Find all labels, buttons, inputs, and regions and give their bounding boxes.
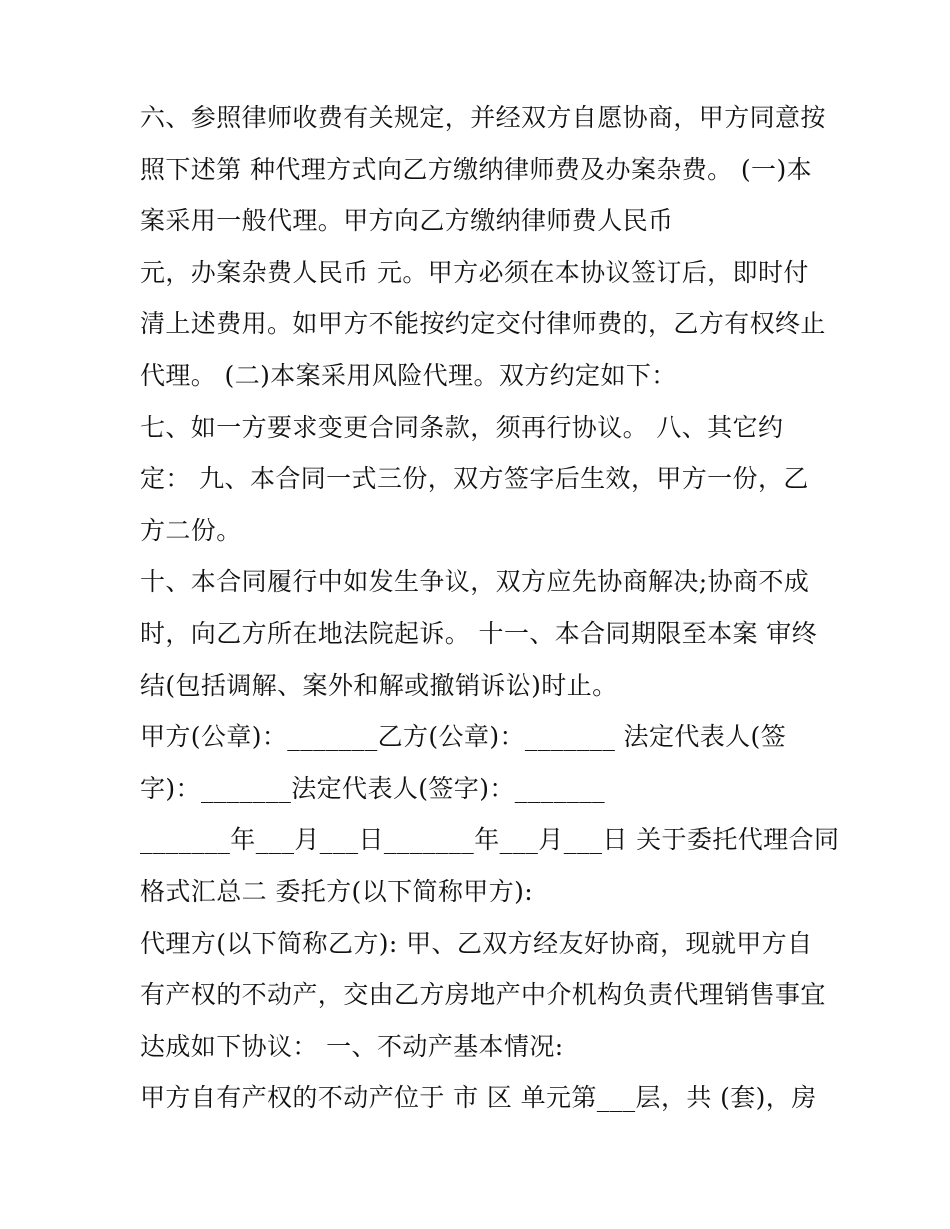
date-line: _______年___月___日_______年___月___日 关于委托代理合同 [140,825,840,855]
text-line: 代理方(以下简称乙方): 甲、乙双方经友好协商，现就甲方自 [140,928,813,958]
text-line: 代理。 (二)本案采用风险代理。双方约定如下： [140,360,677,390]
text-line: 清上述费用。如甲方不能按约定交付律师费的，乙方有权终止 [140,309,826,339]
text-line: 七、如一方要求变更合同条款，须再行协议。 八、其它约 [140,412,784,442]
text-line: 甲方自有产权的不动产位于 市 区 单元第___层，共 (套)，房 [140,1083,817,1113]
text-line: 达成如下协议： 一、不动产基本情况: [140,1031,564,1061]
text-line: 案采用一般代理。甲方向乙方缴纳律师费人民币 [140,206,674,236]
signature-line: 甲方(公章)：_______乙方(公章)：_______ 法定代表人(签 [140,722,787,752]
text-line: 结(包括调解、案外和解或撤销诉讼)时止。 [140,670,618,700]
text-line: 方二份。 [140,515,242,545]
text-line: 有产权的不动产，交由乙方房地产中介机构负责代理销售事宜 [140,980,826,1010]
text-line: 六、参照律师收费有关规定，并经双方自愿协商，甲方同意按 [140,103,826,132]
text-line: 定： 九、本合同一式三份，双方签字后生效，甲方一份，乙 [140,464,809,494]
text-line: 时，向乙方所在地法院起诉。 十一、本合同期限至本案 审终 [140,618,818,648]
text-line: 十、本合同履行中如发生争议，双方应先协商解决;协商不成 [140,567,810,597]
text-line: 照下述第 种代理方式向乙方缴纳律师费及办案杂费。 (一)本 [140,154,813,184]
text-line: 格式汇总二 委托方(以下简称甲方): [140,876,534,906]
signature-line: 字)：_______法定代表人(签字)：_______ [140,773,606,803]
document-body [140,103,840,1137]
text-line: 元，办案杂费人民币 元。甲方必须在本协议签订后，即时付 [140,257,809,287]
